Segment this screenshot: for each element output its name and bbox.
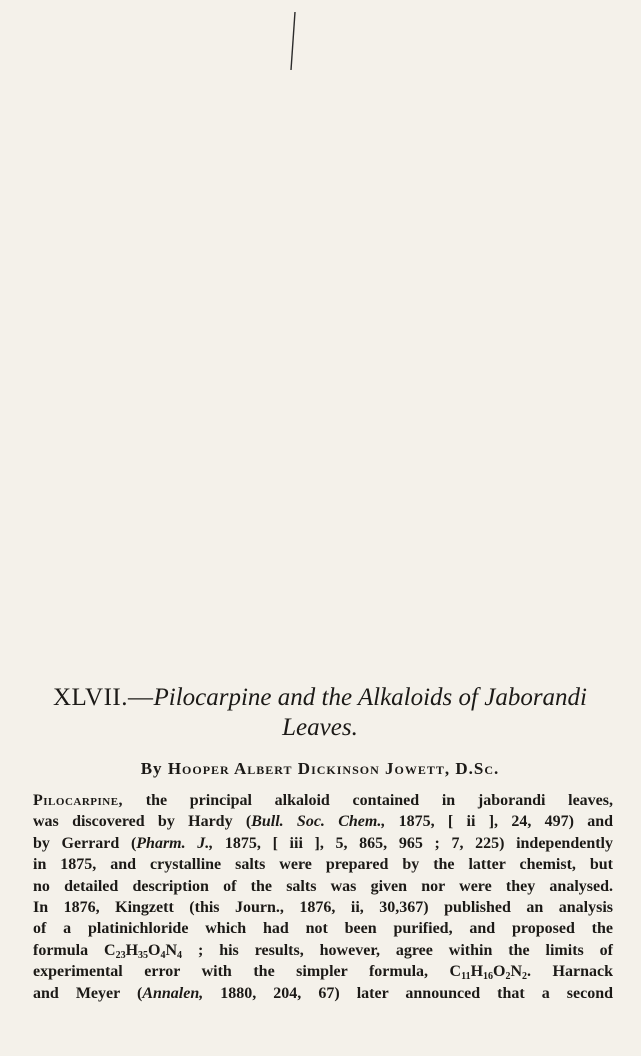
subscript: 11 [461, 971, 471, 983]
text-run: by Gerrard ( [33, 834, 137, 852]
text-run: O [493, 963, 506, 981]
subscript: 16 [483, 971, 494, 983]
text-line [33, 940, 613, 961]
subscript: 2 [522, 971, 528, 983]
text-run: ; his results, however, agree within the limits of [182, 941, 614, 959]
text-run: experimental error with the simpler formula, C [33, 963, 462, 981]
text-line: no detailed description of the salts was given nor were they analysed. [33, 877, 613, 895]
article-heading [40, 683, 600, 743]
text-run: H [125, 941, 139, 959]
text-run: was discovered by Hardy ( [33, 813, 252, 831]
text-line [33, 983, 613, 1004]
text-line [33, 833, 613, 854]
citation: Pharm. J., [136, 834, 214, 852]
text-line: in 1875, and crystalline salts were prepared by the latter chemist, but [33, 856, 613, 874]
article-title-line2: Leaves. [282, 714, 358, 741]
text-run: 1880, 204, 67) later announced that a second [203, 984, 613, 1002]
lead-word: Pilocarpine, [33, 792, 124, 809]
text-line: In 1876, Kingzett (this Journ., 1876, ii, 30,367) published an analysis [33, 898, 613, 916]
text-run: the principal alkaloid contained in jaborandi leaves, [123, 792, 613, 809]
subscript: 23 [115, 949, 126, 961]
text-line [33, 790, 613, 811]
text-line [33, 961, 613, 982]
text-line: of a platinichloride which had not been purified, and proposed the [33, 920, 613, 938]
text-run: N [510, 963, 523, 981]
text-run: H [470, 963, 484, 981]
author-byline [40, 759, 600, 779]
pencil-mark-icon [289, 12, 297, 70]
citation: Annalen, [142, 984, 204, 1002]
text-run: formula C [33, 941, 116, 959]
text-run: and Meyer ( [33, 984, 143, 1002]
article-title-line1: Pilocarpine and the Alkaloids of Jaborandi [153, 684, 588, 711]
article-number: XLVII.— [52, 684, 154, 711]
text-run: O [148, 941, 161, 959]
text-run: 1875, [ iii ], 5, 865, 965 ; 7, 225) independently [213, 834, 614, 852]
subscript: 4 [177, 949, 183, 961]
byline-by: By [140, 759, 163, 778]
subscript: 2 [505, 971, 511, 983]
citation: Bull. Soc. Chem., [251, 813, 386, 831]
text-run: 1875, [ ii ], 24, 497) and [385, 813, 614, 831]
author-name: Hooper Albert Dickinson Jowett, D.Sc. [167, 759, 500, 778]
text-run: N [165, 941, 178, 959]
body-paragraph [33, 790, 613, 1004]
text-line [33, 811, 613, 832]
text-run: . Harnack [527, 963, 614, 981]
subscript: 35 [138, 949, 149, 961]
subscript: 4 [160, 949, 166, 961]
